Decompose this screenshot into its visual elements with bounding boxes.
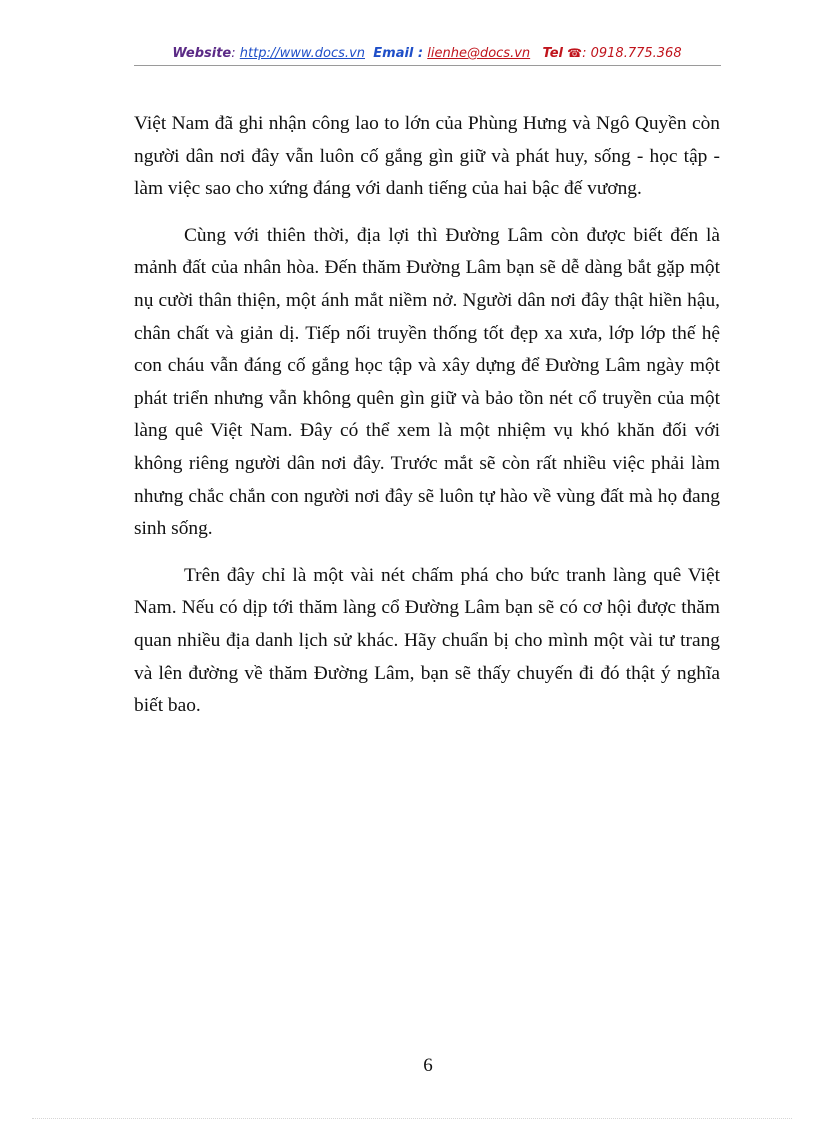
- email-link[interactable]: lienhe@docs.vn: [427, 46, 531, 61]
- body-text: [134, 108, 720, 737]
- paragraph: Cùng với thiên thời, địa lợi thì Đường Lâm còn được biết đến là mảnh đất của nhân hòa. Đến thăm Đường Lâm bạn sẽ dễ dàng bắt gặp một nụ cười thân thiện, một ánh mắt niềm nở. Người dân nơi đây thật hiền hậu, chân chất và giản dị. Tiếp nối truyền thống tốt đẹp xa xưa, lớp lớp thế hệ con cháu vẫn đáng cố gắng học tập và xây dựng để Đường Lâm ngày một phát triển nhưng vẫn không quên gìn giữ và bảo tồn nét cổ truyền của một làng quê Việt Nam. Đây có thể xem là một nhiệm vụ khó khăn đối với không riêng người dân nơi đây. Trước mắt sẽ còn rất nhiều việc phải làm nhưng chắc chắn con người nơi đây sẽ luôn tự hào về vùng đất mà họ đang sinh sống.: [134, 224, 720, 540]
- page-header: [134, 46, 720, 61]
- footer-divider: [32, 1118, 792, 1119]
- paragraph-continued: Việt Nam đã ghi nhận công lao to lớn của Phùng Hưng và Ngô Quyền còn người dân nơi đây vẫn luôn cố gắng gìn giữ và phát huy, sống - học tập - làm việc sao cho xứng đáng với danh tiếng của hai bậc đế vương.: [134, 113, 720, 200]
- website-label: Website: [172, 46, 232, 61]
- phone-icon: ☎: [567, 46, 583, 60]
- website-link[interactable]: http://www.docs.vn: [239, 46, 365, 61]
- tel-label: Tel: [542, 46, 564, 61]
- website-colon: :: [231, 46, 236, 61]
- email-label: Email :: [373, 46, 424, 61]
- header-rule: [134, 65, 721, 66]
- tel-number: : 0918.775.368: [582, 46, 682, 61]
- paragraph: Trên đây chỉ là một vài nét chấm phá cho bức tranh làng quê Việt Nam. Nếu có dịp tới thăm làng cổ Đường Lâm bạn sẽ có cơ hội được thăm quan nhiều địa danh lịch sử khác. Hãy chuẩn bị cho mình một vài tư trang và lên đường về thăm Đường Lâm, bạn sẽ thấy chuyến đi đó thật ý nghĩa biết bao.: [134, 564, 720, 717]
- page-number: 6: [423, 1055, 433, 1076]
